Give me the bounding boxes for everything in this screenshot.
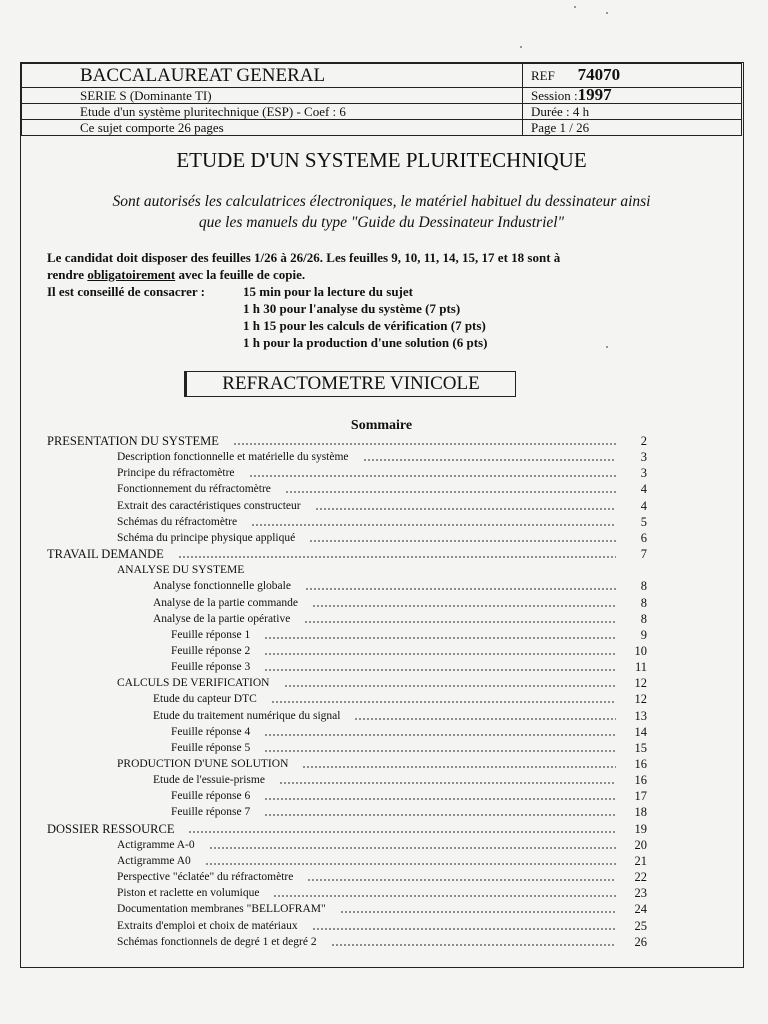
toc-row bbox=[21, 691, 742, 707]
toc-label: Feuille réponse 6 bbox=[171, 790, 251, 803]
time-row-4 bbox=[47, 334, 560, 351]
toc-leader-dots bbox=[264, 814, 616, 816]
toc-label: Piston et raclette en volumique bbox=[117, 887, 260, 900]
toc-row bbox=[21, 724, 742, 740]
toc-page-number: 6 bbox=[640, 530, 647, 545]
toc-row bbox=[21, 627, 742, 643]
instruction-line-2-post: avec la feuille de copie. bbox=[175, 267, 306, 282]
toc-row bbox=[21, 788, 742, 804]
toc-page-number: 8 bbox=[640, 595, 647, 610]
toc-page-number: 16 bbox=[634, 757, 647, 771]
toc-label: Feuille réponse 2 bbox=[171, 644, 251, 657]
toc-leader-dots bbox=[279, 782, 616, 784]
toc-label: Feuille réponse 5 bbox=[171, 741, 251, 754]
scan-speck bbox=[606, 346, 608, 348]
toc-page-number: 8 bbox=[640, 579, 647, 594]
toc-leader-dots bbox=[205, 863, 616, 865]
toc-label: Perspective "éclatée" du réfractomètre bbox=[117, 871, 294, 884]
toc-leader-dots bbox=[309, 540, 616, 542]
toc-row bbox=[21, 756, 742, 772]
toc-page-number: 14 bbox=[634, 724, 647, 739]
ref-value: 74070 bbox=[577, 65, 621, 84]
toc-page-number: 11 bbox=[634, 660, 647, 675]
toc-leader-dots bbox=[264, 734, 616, 736]
authorization-line-2: que les manuels du type "Guide du Dessinateur Industriel" bbox=[198, 214, 565, 231]
toc-page-number: 13 bbox=[634, 708, 647, 723]
toc-label: Extraits d'emploi et choix de matériaux bbox=[117, 919, 298, 932]
exam-frame bbox=[20, 62, 744, 968]
toc-label: Actigramme A-0 bbox=[117, 838, 195, 851]
toc-row bbox=[21, 465, 742, 481]
toc-row bbox=[21, 433, 742, 449]
toc-page-number: 5 bbox=[640, 514, 647, 529]
toc-label: Etude du traitement numérique du signal bbox=[153, 709, 341, 722]
toc-leader-dots bbox=[188, 831, 616, 833]
toc-page-number: 21 bbox=[634, 853, 647, 868]
toc-row bbox=[21, 772, 742, 788]
toc-leader-dots bbox=[340, 911, 616, 913]
authorization-line-1: Sont autorisés les calculatrices électroniques, le matériel habituel du dessinateur ainsi bbox=[112, 193, 651, 210]
toc-row bbox=[21, 885, 742, 901]
instruction-line-1: Le candidat doit disposer des feuilles 1/26 à 26/26. Les feuilles 9, 10, 11, 14, 15, 17 et 18 sont à bbox=[47, 250, 561, 265]
toc-leader-dots bbox=[264, 637, 616, 639]
time-item: 1 h pour la production d'une solution (6 pts) bbox=[243, 335, 488, 350]
duree-text: Durée : 4 h bbox=[523, 104, 742, 120]
toc-row bbox=[21, 546, 742, 562]
etude-text: Etude d'un système pluritechnique (ESP) - Coef : 6 bbox=[22, 104, 523, 120]
session-value: 1997 bbox=[577, 85, 612, 104]
toc-label: Feuille réponse 3 bbox=[171, 661, 251, 674]
toc-row bbox=[21, 611, 742, 627]
toc-leader-dots bbox=[305, 588, 616, 590]
toc-label: PRESENTATION DU SYSTEME bbox=[47, 434, 219, 448]
toc-row bbox=[21, 675, 742, 691]
toc-label: Etude de l'essuie-prisme bbox=[153, 774, 265, 787]
toc-label: Analyse de la partie commande bbox=[153, 596, 298, 609]
toc-leader-dots bbox=[331, 944, 616, 946]
toc-leader-dots bbox=[307, 879, 616, 881]
toc-page-number: 2 bbox=[640, 434, 647, 448]
toc-page-number: 9 bbox=[640, 627, 647, 642]
subject-title: REFRACTOMETRE VINICOLE bbox=[184, 371, 516, 397]
exam-title: BACCALAUREAT GENERAL bbox=[22, 64, 523, 88]
toc-row bbox=[21, 821, 742, 837]
toc-label: DOSSIER RESSOURCE bbox=[47, 821, 175, 836]
toc-row bbox=[21, 869, 742, 885]
toc-label: Fonctionnement du réfractomètre bbox=[117, 483, 271, 496]
time-row-1 bbox=[47, 283, 560, 300]
toc-page-number: 3 bbox=[640, 466, 647, 481]
toc-leader-dots bbox=[312, 605, 616, 607]
toc-row bbox=[21, 595, 742, 611]
scan-speck bbox=[574, 6, 576, 8]
toc-page-number: 12 bbox=[634, 676, 647, 691]
toc-leader-dots bbox=[178, 556, 616, 558]
toc-leader-dots bbox=[264, 798, 616, 800]
toc-leader-dots bbox=[233, 443, 616, 445]
toc-label: Schémas fonctionnels de degré 1 et degré 2 bbox=[117, 935, 317, 948]
toc-row bbox=[21, 643, 742, 659]
toc-row bbox=[21, 514, 742, 530]
toc-label: Feuille réponse 1 bbox=[171, 628, 251, 641]
toc-page-number: 22 bbox=[634, 870, 647, 885]
toc-label: Documentation membranes "BELLOFRAM" bbox=[117, 903, 326, 916]
toc-page-number: 4 bbox=[640, 482, 647, 497]
toc-row bbox=[21, 918, 742, 934]
toc-label: Schéma du principe physique appliqué bbox=[117, 531, 296, 544]
toc-leader-dots bbox=[302, 766, 616, 768]
toc-page-number: 16 bbox=[634, 773, 647, 788]
toc-row bbox=[21, 530, 742, 546]
toc-row bbox=[21, 562, 742, 578]
pages-note: Ce sujet comporte 26 pages bbox=[22, 120, 523, 136]
toc-label: Feuille réponse 4 bbox=[171, 725, 251, 738]
toc-leader-dots bbox=[251, 524, 616, 526]
advice-label: Il est conseillé de consacrer : bbox=[47, 284, 206, 299]
toc-page-number: 23 bbox=[634, 886, 647, 901]
time-item: 1 h 15 pour les calculs de vérification (7 pts) bbox=[243, 318, 486, 333]
toc-page-number: 3 bbox=[640, 450, 647, 465]
ref-cell bbox=[523, 64, 742, 88]
time-item: 1 h 30 pour l'analyse du système (7 pts) bbox=[243, 301, 461, 316]
toc-page-number: 17 bbox=[634, 789, 647, 804]
time-row-2 bbox=[47, 300, 560, 317]
toc-row bbox=[21, 934, 742, 950]
instruction-line-2 bbox=[47, 266, 560, 283]
toc-leader-dots bbox=[249, 475, 616, 477]
toc-page-number: 4 bbox=[640, 498, 647, 513]
toc-row bbox=[21, 740, 742, 756]
time-row-3 bbox=[47, 317, 560, 334]
toc-row bbox=[21, 659, 742, 675]
toc-label: Actigramme A0 bbox=[117, 854, 191, 867]
instructions bbox=[47, 249, 560, 351]
toc-page-number: 25 bbox=[634, 918, 647, 933]
toc-label: Schémas du réfractomètre bbox=[117, 515, 238, 528]
session-cell bbox=[523, 85, 742, 104]
toc-label: Extrait des caractéristiques constructeur bbox=[117, 499, 301, 512]
toc-leader-dots bbox=[264, 653, 616, 655]
toc-page-number: 19 bbox=[634, 821, 647, 836]
toc-label: Etude du capteur DTC bbox=[153, 693, 257, 706]
authorization-note bbox=[21, 191, 742, 233]
toc-label: Analyse de la partie opérative bbox=[153, 612, 291, 625]
toc-row bbox=[21, 708, 742, 724]
document-title: ETUDE D'UN SYSTEME PLURITECHNIQUE bbox=[176, 148, 587, 172]
header-table bbox=[21, 63, 742, 136]
toc-page-number: 18 bbox=[634, 805, 647, 820]
toc-leader-dots bbox=[312, 928, 616, 930]
toc-page-number: 12 bbox=[634, 692, 647, 707]
toc-row bbox=[21, 837, 742, 853]
session-label: Session : bbox=[531, 88, 578, 103]
toc-leader-dots bbox=[354, 718, 616, 720]
scan-speck bbox=[520, 46, 522, 48]
instruction-line-2-pre: rendre bbox=[47, 267, 88, 282]
time-item: 15 min pour la lecture du sujet bbox=[243, 284, 413, 299]
toc-page-number: 24 bbox=[634, 902, 647, 917]
toc-leader-dots bbox=[264, 669, 616, 671]
toc-page-number: 10 bbox=[634, 643, 647, 658]
toc-row bbox=[21, 578, 742, 594]
toc-row bbox=[21, 449, 742, 465]
toc-leader-dots bbox=[264, 750, 616, 752]
scan-speck bbox=[606, 12, 608, 14]
toc-label: Analyse fonctionnelle globale bbox=[153, 580, 291, 593]
toc-label: Principe du réfractomètre bbox=[117, 467, 235, 480]
ref-label: REF bbox=[531, 68, 555, 83]
toc-leader-dots bbox=[315, 508, 616, 510]
toc-row bbox=[21, 481, 742, 497]
toc-leader-dots bbox=[284, 685, 616, 687]
toc-label: Description fonctionnelle et matérielle du système bbox=[117, 451, 349, 464]
toc-leader-dots bbox=[273, 895, 616, 897]
sommaire-title: Sommaire bbox=[350, 418, 413, 433]
toc-page-number: 26 bbox=[634, 934, 647, 949]
toc-leader-dots bbox=[271, 701, 616, 703]
toc-leader-dots bbox=[209, 847, 616, 849]
toc-leader-dots bbox=[304, 621, 616, 623]
toc-page-number: 7 bbox=[640, 547, 647, 562]
toc-page-number: 20 bbox=[634, 837, 647, 852]
toc-page-number: 8 bbox=[640, 611, 647, 626]
serie-text: SERIE S (Dominante TI) bbox=[22, 88, 523, 104]
toc-leader-dots bbox=[285, 491, 616, 493]
toc-row bbox=[21, 804, 742, 820]
toc-label: Feuille réponse 7 bbox=[171, 806, 251, 819]
toc-label: CALCULS DE VERIFICATION bbox=[117, 677, 270, 690]
toc-page-number: 15 bbox=[634, 740, 647, 755]
toc-leader-dots bbox=[363, 459, 616, 461]
toc-row bbox=[21, 901, 742, 917]
mandatory-word: obligatoirement bbox=[87, 267, 176, 282]
toc-label: TRAVAIL DEMANDE bbox=[47, 547, 164, 562]
toc-row bbox=[21, 853, 742, 869]
page-number: Page 1 / 26 bbox=[523, 120, 742, 136]
toc-label: ANALYSE DU SYSTEME bbox=[117, 564, 245, 577]
toc-row bbox=[21, 498, 742, 514]
toc-label: PRODUCTION D'UNE SOLUTION bbox=[117, 758, 289, 770]
